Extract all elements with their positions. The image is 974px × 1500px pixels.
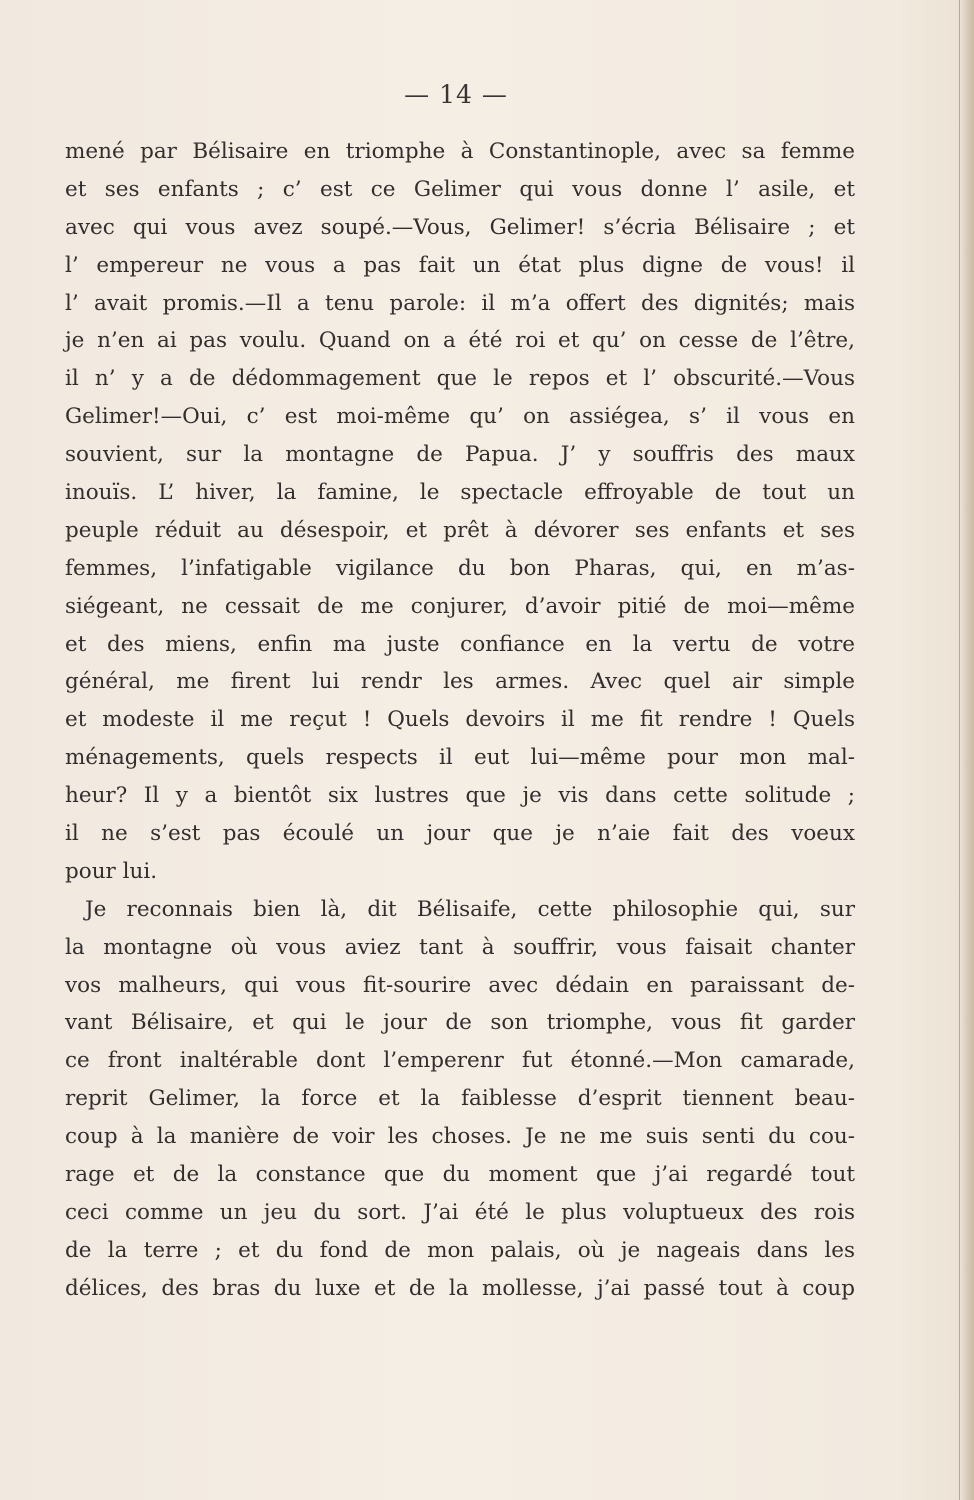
text-line: Je reconnais bien là, dit Bélisaife, cette philosophie qui, sur — [85, 896, 855, 922]
text-line: ce front inaltérable dont l’emperenr fut étonné.—Mon camarade, — [65, 1048, 855, 1074]
text-line: vos malheurs, qui vous fit-sourire avec dédain en paraissant de- — [65, 972, 855, 998]
text-line: inouïs. L’ hiver, la famine, le spectacle effroyable de tout un — [65, 480, 855, 506]
text-line: mené par Bélisaire en triomphe à Constantinople, avec sa femme — [65, 139, 855, 164]
text-line: siégeant, ne cessait de me conjurer, d’avoir pitié de moi—même — [65, 593, 855, 619]
text-line: souvient, sur la montagne de Papua. J’ y souffris des maux — [65, 442, 855, 468]
text-line: peuple réduit au désespoir, et prêt à dévorer ses enfants et ses — [65, 517, 855, 543]
text-line: ménagements, quels respects il eut lui—même pour mon mal- — [65, 745, 855, 771]
text-line: il ne s’est pas écoulé un jour que je n’aie fait des voeux — [65, 821, 855, 847]
body-text — [65, 133, 855, 1308]
text-line: l’ avait promis.—Il a tenu parole: il m’a offert des dignités; mais — [65, 290, 855, 316]
text-line: femmes, l’infatigable vigilance du bon Pharas, qui, en m’as- — [65, 555, 855, 581]
text-line: vant Bélisaire, et qui le jour de son triomphe, vous fit garder — [65, 1010, 855, 1036]
text-line: de la terre ; et du fond de mon palais, où je nageais dans les — [65, 1237, 855, 1263]
text-line: délices, des bras du luxe et de la mollesse, j’ai passé tout à coup — [65, 1275, 855, 1301]
text-line: heur? Il y a bientôt six lustres que je vis dans cette solitude ; — [65, 783, 855, 809]
text-line: coup à la manière de voir les choses. Je ne me suis senti du cou- — [65, 1124, 855, 1150]
text-line: et modeste il me reçut ! Quels devoirs il me fit rendre ! Quels — [65, 707, 855, 733]
text-line: rage et de la constance que du moment que j’ai regardé tout — [65, 1162, 855, 1188]
page-number: — 14 — — [404, 80, 508, 109]
text-line: je n’en ai pas voulu. Quand on a été roi et qu’ on cesse de l’être, — [65, 328, 855, 354]
text-line: l’ empereur ne vous a pas fait un état plus digne de vous! il — [65, 252, 855, 278]
text-line: général, me firent lui rendr les armes. Avec quel air simple — [65, 669, 855, 695]
text-line: reprit Gelimer, la force et la faiblesse d’esprit tiennent beau- — [65, 1086, 855, 1112]
text-line: ceci comme un jeu du sort. J’ai été le plus voluptueux des rois — [65, 1199, 855, 1225]
text-line: pour lui. — [65, 858, 158, 884]
text-line: il n’ y a de dédommagement que le repos et l’ obscurité.—Vous — [65, 366, 855, 392]
page-edge-shadow — [959, 0, 974, 1500]
text-line: et ses enfants ; c’ est ce Gelimer qui vous donne l’ asile, et — [65, 176, 855, 202]
text-line: avec qui vous avez soupé.—Vous, Gelimer! s’écria Bélisaire ; et — [65, 214, 855, 240]
text-line: Gelimer!—Oui, c’ est moi-même qu’ on assiégea, s’ il vous en — [65, 404, 855, 430]
text-line: et des miens, enfin ma juste confiance en la vertu de votre — [65, 631, 855, 657]
text-line: la montagne où vous aviez tant à souffrir, vous faisait chanter — [65, 934, 855, 960]
